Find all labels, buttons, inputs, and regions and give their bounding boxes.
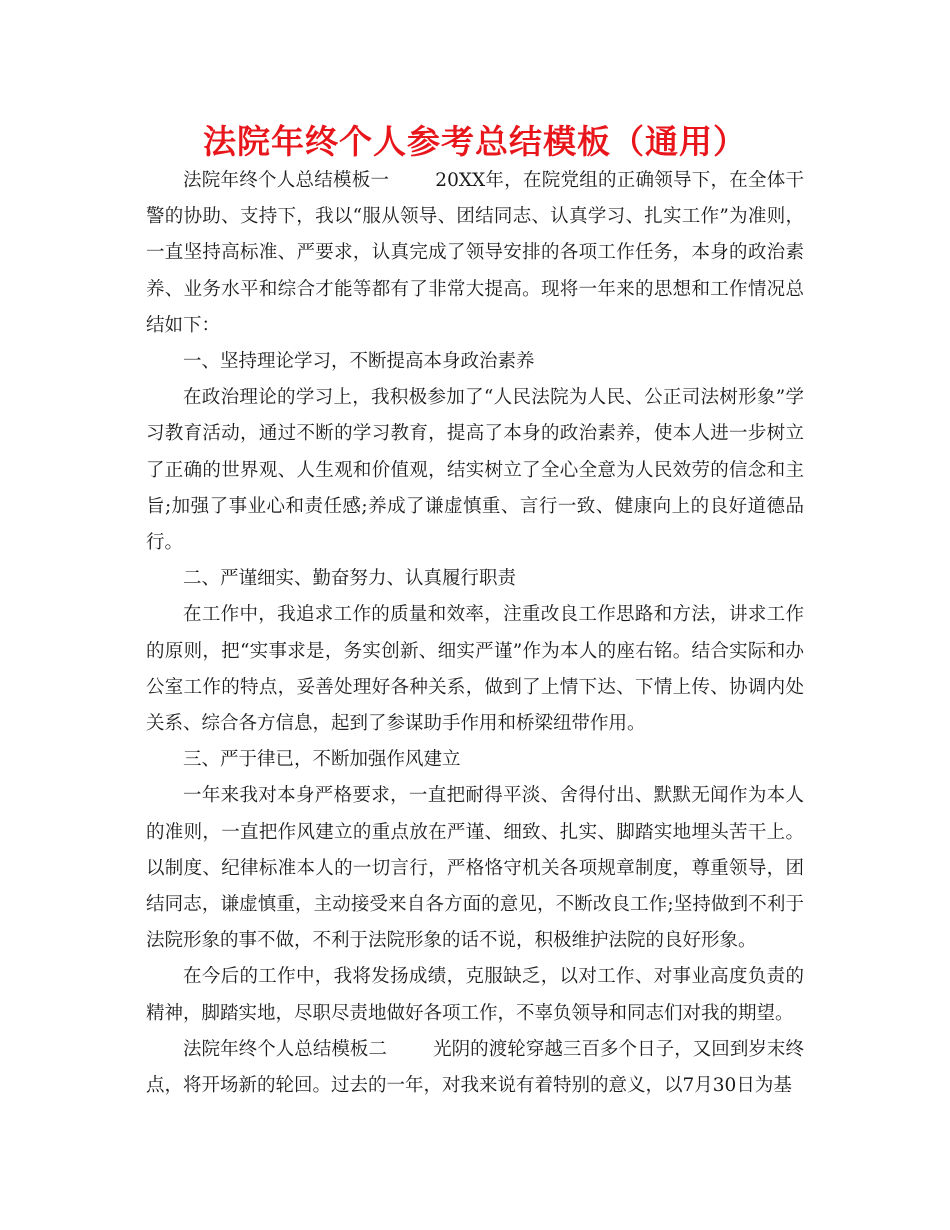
paragraph-text: 20XX年，在院党组的正确领导下，在全体干警的协助、支持下，我以“服从领导、团结同志、认真学习、扎实工作”为准则，一直坚持高标准、严要求，认真完成了领导安排的各项工作任务，本身的政治素养、业务水平和综合才能等都有了非常大提高。现将一年来的思想和工作情况总结如下： [146, 170, 804, 336]
template-heading-1: 法院年终个人总结模板一 [183, 170, 390, 191]
section-heading-2: 二、严谨细实、勤奋努力、认真履行职责 [183, 568, 517, 590]
section-heading-3: 三、严于律已，不断加强作风建立 [183, 749, 461, 771]
paragraph-text: 光阴的渡轮穿越三百多个日子，又回到岁末终点，将开场新的轮回。过去的一年，对我来说有着特别的意义，以7月30日为基 [146, 1038, 804, 1097]
paragraph-3: 在工作中，我追求工作的质量和效率，注重改良工作思路和方法，讲求工作的原则，把“实事求是，务实创新、细实严谨”作为本人的座右铭。结合实际和办公室工作的特点，妥善处理好各种关系，做到了上情下达、下情上传、协调内处关系、综合各方信息，起到了参谋助手作用和桥梁纽带作用。 [146, 604, 804, 735]
paragraph-4: 一年来我对本身严格要求，一直把耐得平淡、舍得付出、默默无闻作为本人的准则，一直把作风建立的重点放在严谨、细致、扎实、脚踏实地埋头苦干上。以制度、纪律标准本人的一切言行，严格恪守机关各项规章制度，尊重领导，团结同志，谦虚慎重，主动接受来自各方面的意见，不断改良工作;坚持做到不利于法院形象的事不做，不利于法院形象的话不说，积极维护法院的良好形象。 [146, 785, 804, 952]
template-heading-2: 法院年终个人总结模板二 [183, 1038, 388, 1060]
document-title: 法院年终个人参考总结模板（通用） [203, 122, 747, 161]
paragraph-6 [146, 1032, 804, 1104]
paragraph-5: 在今后的工作中，我将发扬成绩，克服缺乏，以对工作、对事业高度负责的精神，脚踏实地，尽职尽责地做好各项工作，不辜负领导和同志们对我的期望。 [146, 966, 804, 1024]
paragraph-2: 在政治理论的学习上，我积极参加了“人民法院为人民、公正司法树形象”学习教育活动，通过不断的学习教育，提高了本身的政治素养，使本人进一步树立了正确的世界观、人生观和价值观，结实树立了全心全意为人民效劳的信念和主旨;加强了事业心和责任感;养成了谦虚慎重、言行一致、健康向上的良好道德品行。 [146, 387, 804, 554]
paragraph-1 [146, 163, 804, 344]
document-body [146, 163, 804, 1104]
section-heading-1: 一、坚持理论学习，不断提高本身政治素养 [183, 351, 535, 373]
